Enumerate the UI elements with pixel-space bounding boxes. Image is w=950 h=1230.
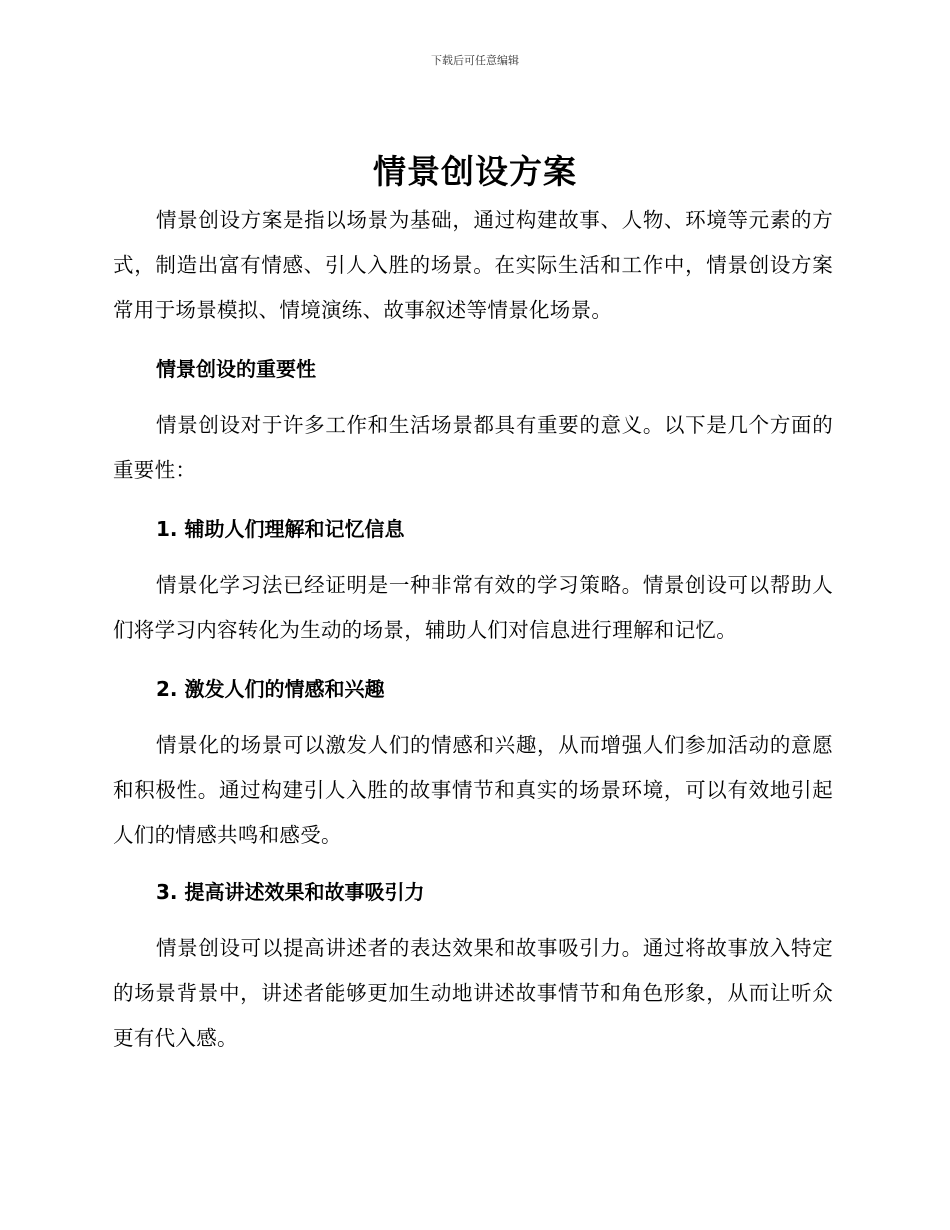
point-3-heading: 3. 提高讲述效果和故事吸引力 xyxy=(156,880,425,904)
intro-paragraph: 情景创设方案是指以场景为基础，通过构建故事、人物、环境等元素的方式，制造出富有情感、引人入胜的场景。在实际生活和工作中，情景创设方案常用于场景模拟、情境演练、故事叙述等情景化场景。 xyxy=(113,208,833,322)
section-heading: 情景创设的重要性 xyxy=(156,357,316,381)
page-title: 情景创设方案 xyxy=(373,152,577,191)
point-3-body: 情景创设可以提高讲述者的表达效果和故事吸引力。通过将故事放入特定的场景背景中，讲述者能够更加生动地讲述故事情节和角色形象，从而让听众更有代入感。 xyxy=(113,936,833,1050)
point-2-heading: 2. 激发人们的情感和兴趣 xyxy=(156,677,385,701)
point-2-body: 情景化的场景可以激发人们的情感和兴趣，从而增强人们参加活动的意愿和积极性。通过构建引人入胜的故事情节和真实的场景环境，可以有效地引起人们的情感共鸣和感受。 xyxy=(113,733,833,847)
section-intro-paragraph: 情景创设对于许多工作和生活场景都具有重要的意义。以下是几个方面的重要性： xyxy=(113,413,833,482)
point-1-heading: 1. 辅助人们理解和记忆信息 xyxy=(156,517,405,541)
page-header-note: 下载后可任意编辑 xyxy=(431,54,519,67)
point-1-body: 情景化学习法已经证明是一种非常有效的学习策略。情景创设可以帮助人们将学习内容转化为生动的场景，辅助人们对信息进行理解和记忆。 xyxy=(113,573,833,642)
